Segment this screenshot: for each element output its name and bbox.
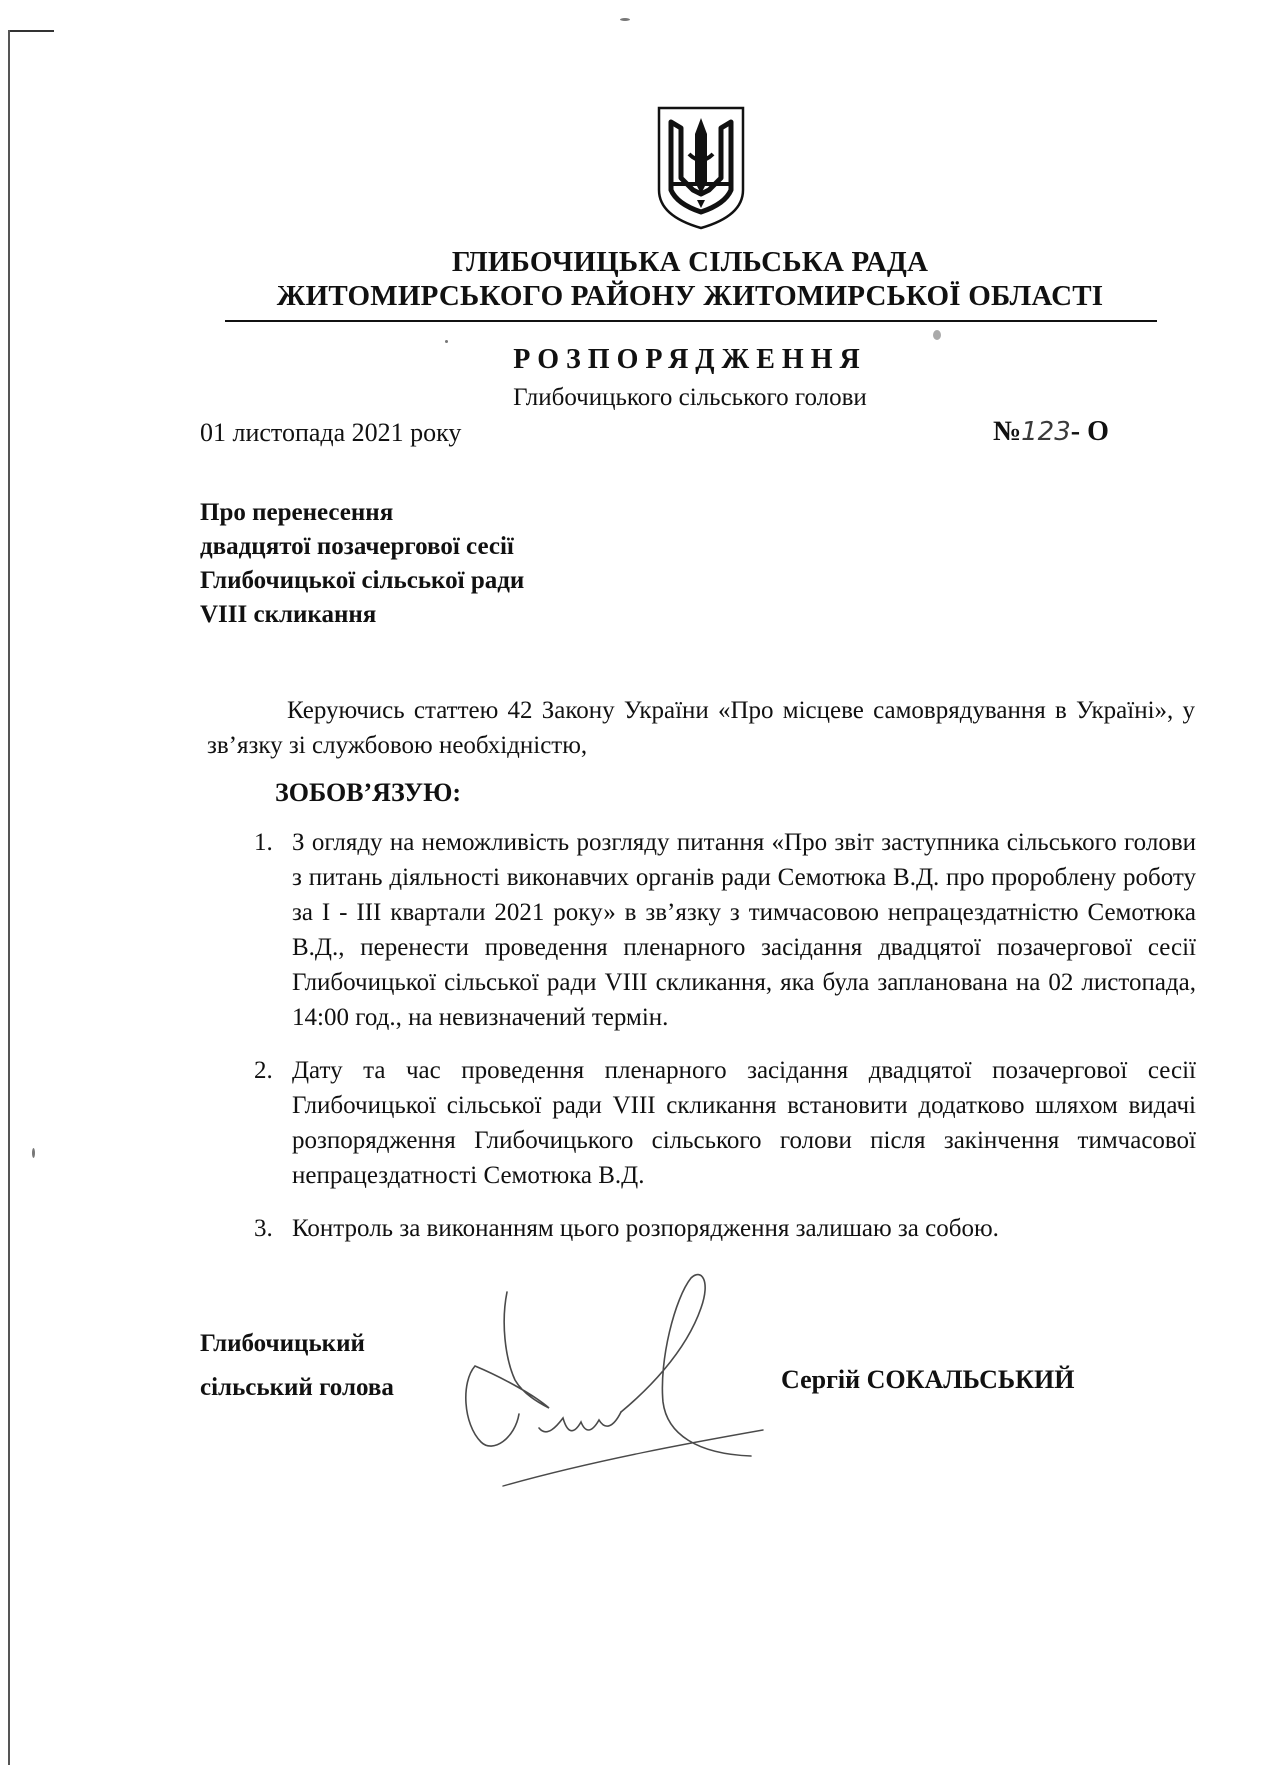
list-item-text: З огляду на неможливість розгляду питання «Про звіт заступника сільського голови з питань діяльності виконавчих органів ради Семотюка В.Д. про пророблену роботу за І - ІІІ квартали 2021 року» в зв’язку з тимчасовою непрацездатністю Семотюка В.Д., перенести проведення пленарного засідання двадцятої позачергової сесії Глибочицької сільської ради VІІІ скликання, яка була запланована на 02 листопада, 14:00 год., на невизначений термін. xyxy=(292,829,1196,1031)
list-item-number: 3. xyxy=(254,1215,273,1242)
scan-speck xyxy=(620,18,630,21)
list-item xyxy=(254,825,1196,1035)
number-handwritten: 123 xyxy=(1021,417,1071,447)
document-issuer: Глибочицького сільського голови xyxy=(513,384,867,411)
list-item xyxy=(254,1053,1196,1193)
number-suffix: - О xyxy=(1070,416,1109,447)
signer-position xyxy=(200,1322,394,1410)
list-item-text: Контроль за виконанням цього розпорядження залишаю за собою. xyxy=(292,1215,999,1242)
signer-name: Сергій СОКАЛЬСЬКИЙ xyxy=(781,1365,1075,1394)
numbered-list xyxy=(254,825,1196,1246)
subject-line: двадцятої позачергової сесії xyxy=(200,533,514,560)
number-prefix: № xyxy=(993,416,1022,447)
list-item xyxy=(254,1211,1196,1246)
list-item-number: 2. xyxy=(254,1057,273,1084)
council-name-line2: ЖИТОМИРСЬКОГО РАЙОНУ ЖИТОМИРСЬКОЇ ОБЛАСТІ xyxy=(276,280,1104,312)
subject-line: Глибочицької сільської ради xyxy=(200,567,525,594)
scan-speck xyxy=(445,340,448,343)
signer-position-line2: сільський голова xyxy=(200,1374,394,1401)
list-item-text: Дату та час проведення пленарного засідання двадцятої позачергової сесії Глибочицької сільської ради VІІІ скликання встановити додатково шляхом видачі розпорядження Глибочицького сільського голови після закінчення тимчасової непрацездатності Семотюка В.Д. xyxy=(292,1057,1196,1189)
subject-line: Про перенесення xyxy=(200,499,394,526)
council-name-line1: ГЛИБОЧИЦЬКА СІЛЬСЬКА РАДА xyxy=(451,246,929,278)
list-item-number: 1. xyxy=(254,829,273,856)
scan-edge-line xyxy=(8,30,10,1765)
scan-speck xyxy=(32,1148,35,1158)
subject-line: VIII скликання xyxy=(200,601,377,628)
scan-edge-mark xyxy=(8,30,54,32)
handwritten-signature xyxy=(445,1262,805,1492)
coat-of-arms-icon xyxy=(655,104,747,232)
header-divider xyxy=(225,320,1157,322)
resolve-heading: ЗОБОВ’ЯЗУЮ: xyxy=(275,778,462,807)
signer-position-line1: Глибочицький xyxy=(200,1330,365,1357)
scan-speck xyxy=(933,330,941,340)
document-date: 01 листопада 2021 року xyxy=(200,418,462,447)
document-subject xyxy=(200,496,720,632)
document-type: РОЗПОРЯДЖЕННЯ xyxy=(513,344,867,375)
preamble-paragraph: Керуючись статтею 42 Закону України «Про місцеве самоврядування в Україні», у зв’язку зі службовою необхідністю, xyxy=(207,697,1195,759)
document-number xyxy=(993,416,1109,448)
